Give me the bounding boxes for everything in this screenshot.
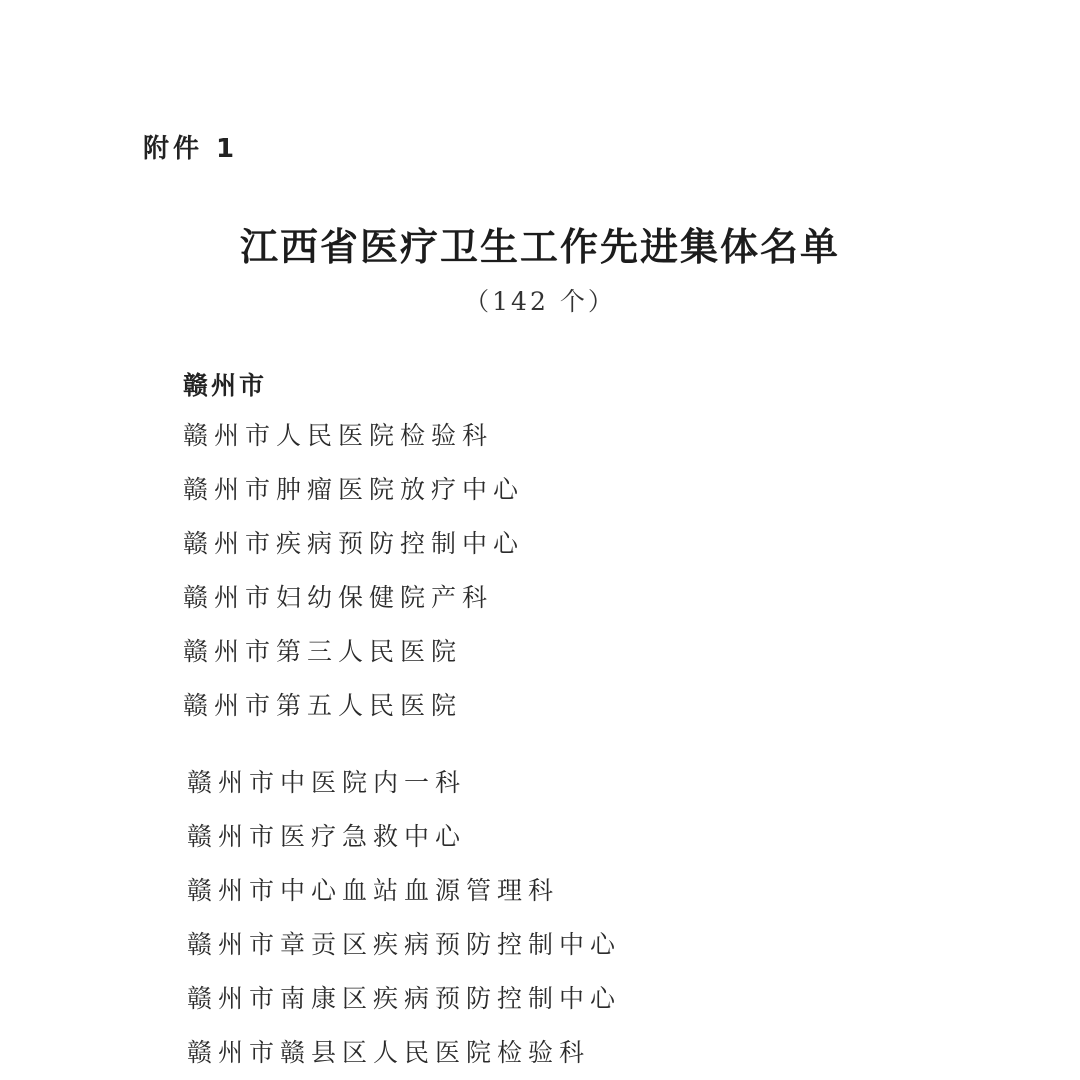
attachment-label: 附件 1 [143, 134, 239, 164]
list-item: 赣州市南康区疾病预防控制中心 [187, 984, 622, 1013]
collective-count: （142 个） [464, 287, 616, 316]
list-item: 赣州市人民医院检验科 [183, 421, 494, 450]
list-item: 赣州市赣县区人民医院检验科 [187, 1038, 591, 1067]
document-title: 江西省医疗卫生工作先进集体名单 [239, 225, 840, 269]
list-item: 赣州市第三人民医院 [183, 637, 463, 666]
list-item: 赣州市第五人民医院 [183, 691, 463, 720]
list-item: 赣州市中医院内一科 [187, 768, 467, 797]
list-item: 赣州市妇幼保健院产科 [183, 583, 494, 612]
list-item: 赣州市中心血站血源管理科 [187, 876, 560, 905]
list-item: 赣州市医疗急救中心 [187, 822, 467, 851]
list-item: 赣州市疾病预防控制中心 [183, 529, 525, 558]
list-item: 赣州市章贡区疾病预防控制中心 [187, 930, 622, 959]
region-heading: 赣州市 [183, 371, 268, 400]
list-item: 赣州市肿瘤医院放疗中心 [183, 475, 525, 504]
